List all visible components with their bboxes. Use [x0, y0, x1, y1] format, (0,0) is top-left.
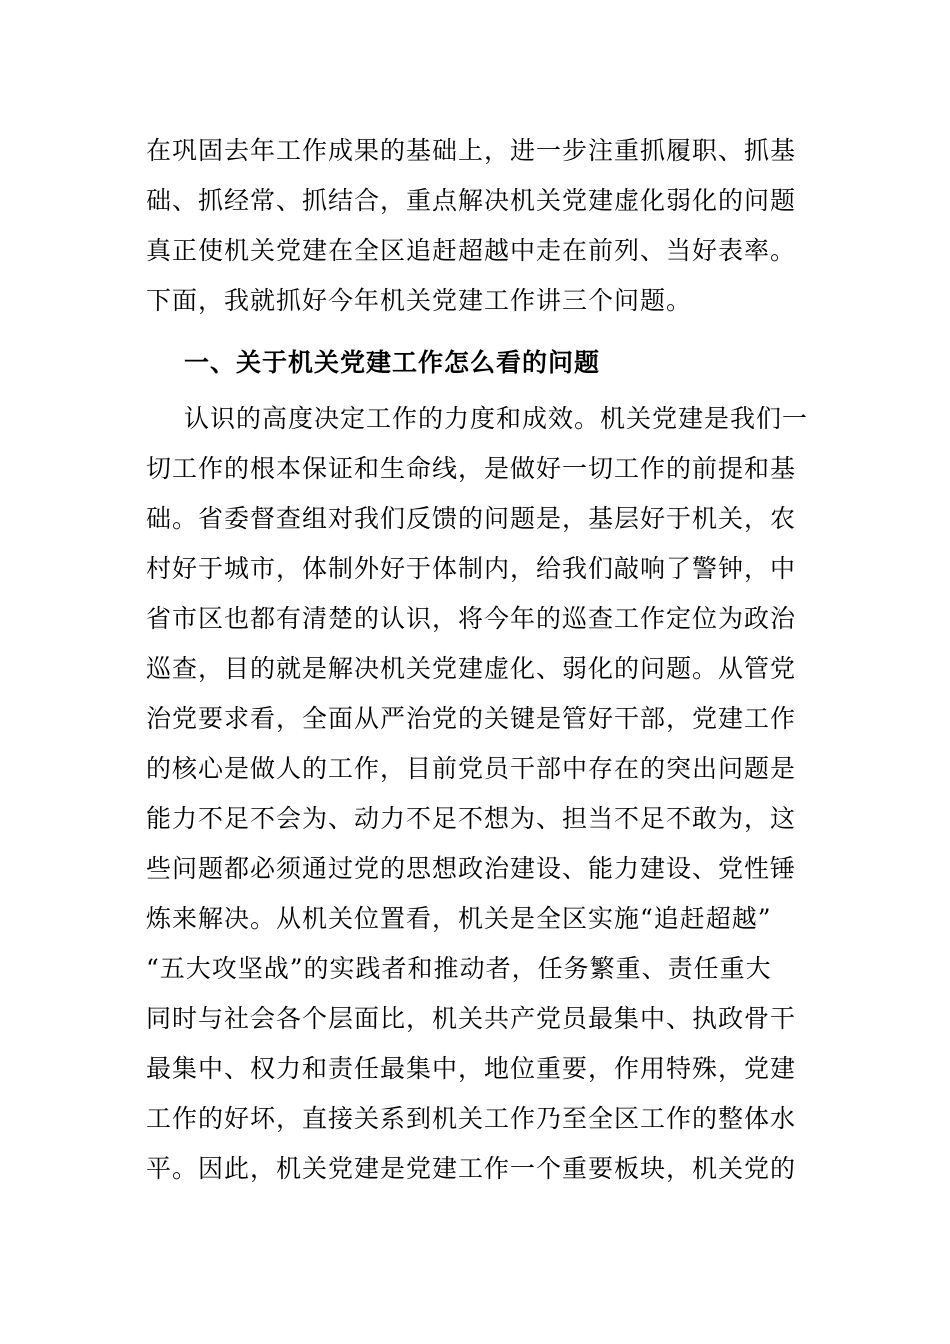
document-body [146, 126, 809, 1194]
body-line-5: 省市区也都有清楚的认识，将今年的巡查工作定位为政治 [146, 604, 797, 633]
intro-line-2: 础、抓经常、抓结合，重点解决机关党建虚化弱化的问题 [146, 186, 797, 215]
body-line-14: 最集中、权力和责任最集中，地位重要，作用特殊，党建 [146, 1054, 797, 1083]
body-line-2: 切工作的根本保证和生命线，是做好一切工作的前提和基 [146, 454, 797, 483]
body-line-1: 认识的高度决定工作的力度和成效。机关党建是我们一 [184, 404, 809, 433]
body-line-6: 巡查，目的就是解决机关党建虚化、弱化的问题。从管党 [146, 654, 797, 683]
intro-line-3: 真正使机关党建在全区追赶超越中走在前列、当好表率。 [146, 236, 797, 265]
body-line-10: 些问题都必须通过党的思想政治建设、能力建设、党性锤 [146, 854, 797, 883]
body-line-15: 工作的好坏，直接关系到机关工作乃至全区工作的整体水 [146, 1104, 797, 1133]
body-line-11: 炼来解决。从机关位置看，机关是全区实施“追赶超越” [146, 904, 772, 933]
body-line-3: 础。省委督查组对我们反馈的问题是，基层好于机关，农 [146, 504, 797, 533]
intro-line-1: 在巩固去年工作成果的基础上，进一步注重抓履职、抓基 [146, 136, 797, 165]
body-line-4: 村好于城市，体制外好于体制内，给我们敲响了警钟，中 [146, 554, 797, 583]
body-line-12: “五大攻坚战”的实践者和推动者，任务繁重、责任重大 [146, 954, 772, 983]
body-line-7: 治党要求看，全面从严治党的关键是管好干部，党建工作 [146, 704, 797, 733]
intro-line-4: 下面，我就抓好今年机关党建工作讲三个问题。 [146, 286, 693, 315]
body-line-16: 平。因此，机关党建是党建工作一个重要板块，机关党的 [146, 1154, 797, 1183]
body-line-13: 同时与社会各个层面比，机关共产党员最集中、执政骨干 [146, 1004, 797, 1033]
body-line-8: 的核心是做人的工作，目前党员干部中存在的突出问题是 [146, 754, 797, 783]
body-line-9: 能力不足不会为、动力不足不想为、担当不足不敢为，这 [146, 804, 797, 833]
section-heading: 一、关于机关党建工作怎么看的问题 [184, 348, 601, 377]
